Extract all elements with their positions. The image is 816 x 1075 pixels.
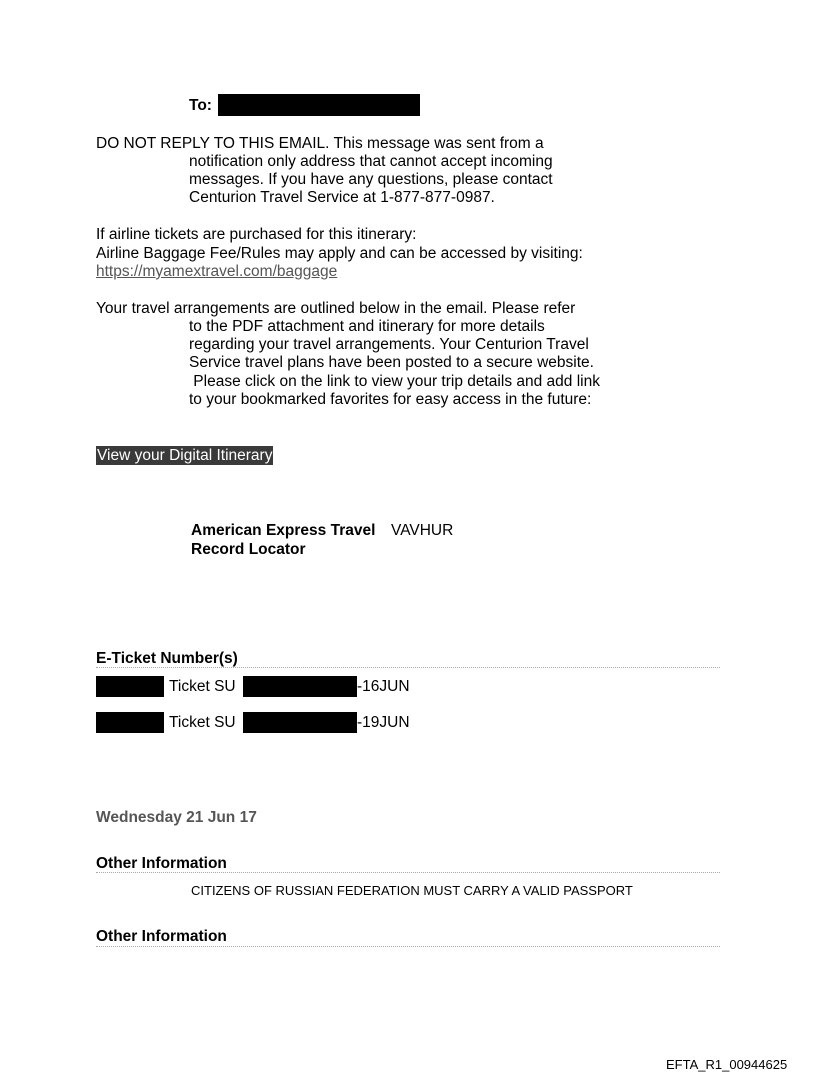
other-info-divider-2 (96, 946, 720, 947)
eticket-divider (96, 667, 720, 668)
arrangements-line-5: Please click on the link to view your trip details and add link (189, 373, 600, 390)
ticket-1-suffix: -16JUN (357, 678, 410, 695)
document-id: EFTA_R1_00944625 (666, 1057, 788, 1072)
arrangements-line-4: Service travel plans have been posted to a secure website. (189, 354, 594, 371)
record-locator-label-line-1: American Express Travel (191, 522, 376, 539)
redacted-recipient (218, 94, 420, 116)
notice-line-1: DO NOT REPLY TO THIS EMAIL. This message was sent from a (96, 135, 544, 152)
other-info-divider-1 (96, 872, 720, 873)
other-info-text-1: CITIZENS OF RUSSIAN FEDERATION MUST CARRY A VALID PASSPORT (191, 883, 633, 898)
ticket-1-label: Ticket SU (169, 678, 236, 695)
notice-line-4: Centurion Travel Service at 1-877-877-0987. (189, 189, 495, 206)
redacted-ticket-number-1 (243, 676, 357, 697)
view-digital-itinerary-link[interactable]: View your Digital Itinerary (97, 447, 273, 464)
record-locator-value: VAVHUR (391, 522, 454, 539)
baggage-line-2: Airline Baggage Fee/Rules may apply and can be accessed by visiting: (96, 245, 583, 262)
redacted-passenger-2 (96, 712, 164, 733)
ticket-2-label: Ticket SU (169, 714, 236, 731)
redacted-passenger-1 (96, 676, 164, 697)
baggage-line-1: If airline tickets are purchased for this itinerary: (96, 226, 417, 243)
to-label: To: (189, 97, 212, 114)
record-locator-label-line-2: Record Locator (191, 541, 306, 558)
other-info-heading-1: Other Information (96, 855, 227, 872)
eticket-heading: E-Ticket Number(s) (96, 650, 238, 667)
arrangements-line-6: to your bookmarked favorites for easy access in the future: (189, 391, 592, 408)
ticket-2-suffix: -19JUN (357, 714, 410, 731)
redacted-ticket-number-2 (243, 712, 357, 733)
arrangements-line-2: to the PDF attachment and itinerary for more details (189, 318, 545, 335)
notice-line-2: notification only address that cannot accept incoming (189, 153, 553, 170)
arrangements-line-3: regarding your travel arrangements. Your Centurion Travel (189, 336, 589, 353)
arrangements-line-1: Your travel arrangements are outlined below in the email. Please refer (96, 300, 576, 317)
date-heading: Wednesday 21 Jun 17 (96, 809, 257, 826)
baggage-link[interactable]: https://myamextravel.com/baggage (96, 263, 338, 280)
other-info-heading-2: Other Information (96, 928, 227, 945)
notice-line-3: messages. If you have any questions, please contact (189, 171, 553, 188)
